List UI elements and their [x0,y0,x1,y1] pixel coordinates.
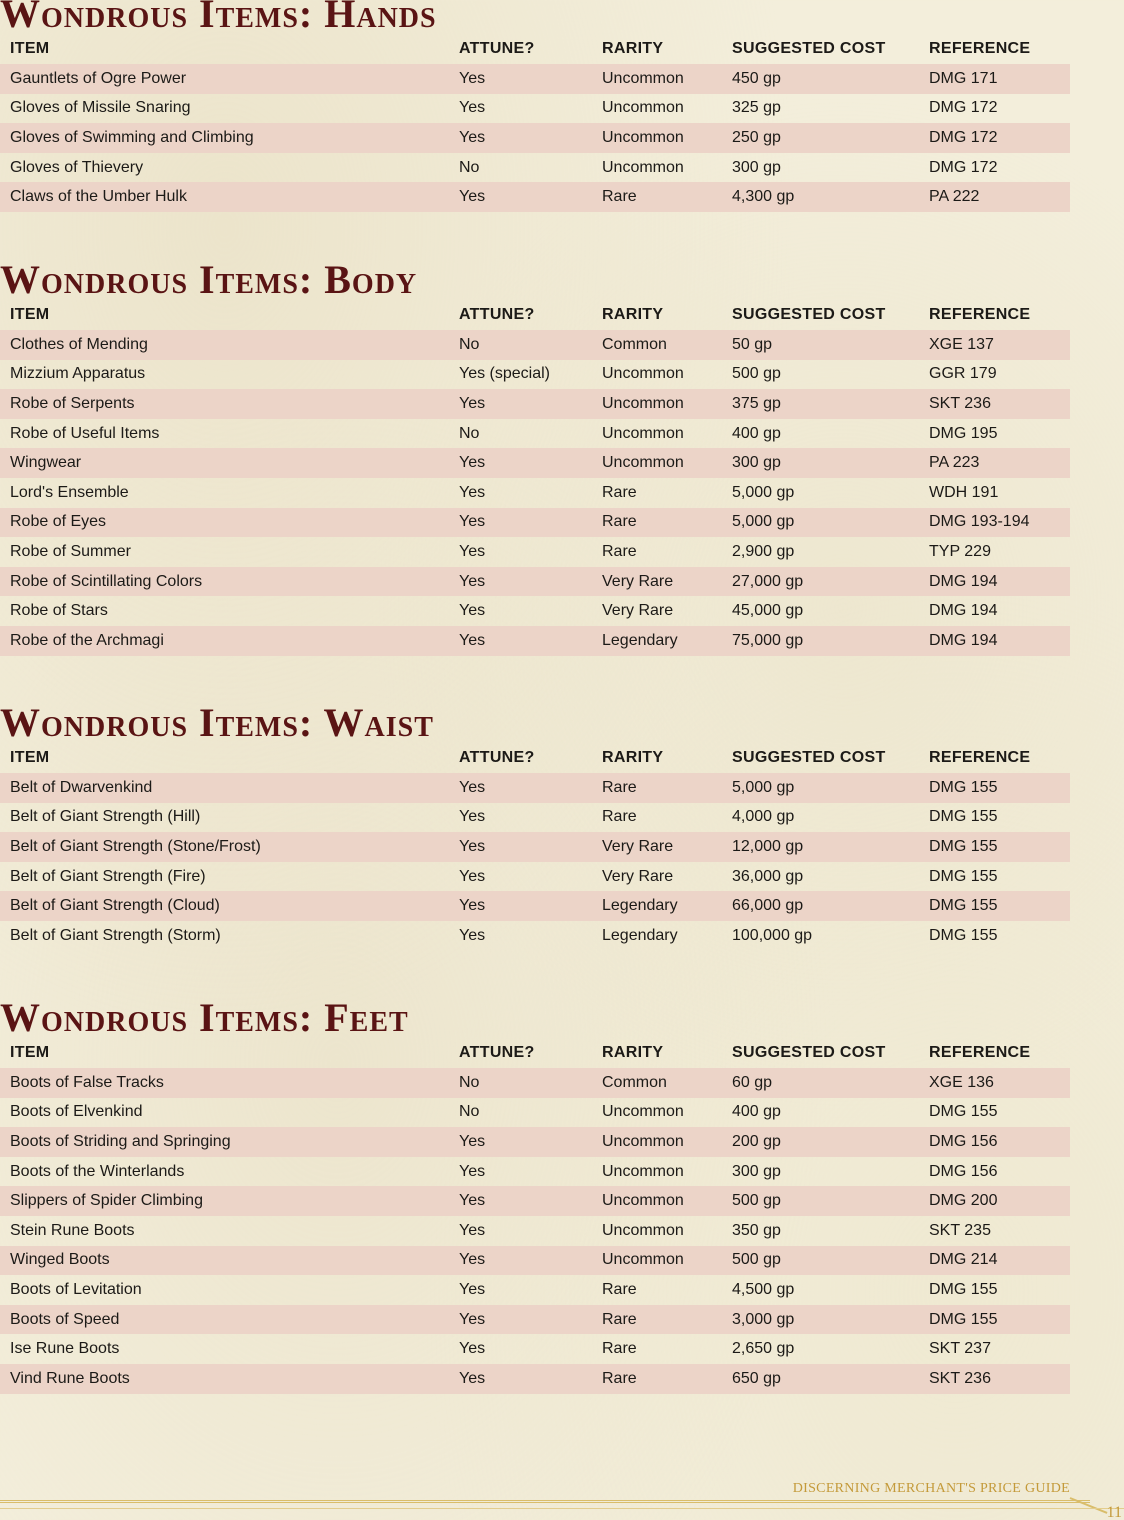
cell-attune: Yes [459,1162,486,1180]
cell-reference: DMG 155 [919,773,1070,803]
cell-item: Slippers of Spider Climbing [0,1186,449,1216]
cell-item: Lord's Ensemble [10,483,129,501]
footer-divider-thin [0,1508,1124,1509]
cell-item: Gloves of Thievery [10,158,144,176]
section-title: Wondrous Items: Body [0,257,418,302]
header-row [0,34,1070,64]
table-row [0,1246,1070,1276]
cell-attune: Yes [449,832,592,862]
table-row [0,1098,1070,1128]
cell-item: Belt of Giant Strength (Fire) [10,867,206,885]
cell-rarity: Uncommon [602,1221,684,1239]
cell-cost: 325 gp [732,99,781,117]
cell-attune: Yes [459,99,486,117]
table-row [0,64,1070,94]
cell-cost: 45,000 gp [732,602,804,620]
table-row [0,921,1070,951]
cell-attune: Yes [459,542,486,560]
cell-cost: 500 gp [722,1246,919,1276]
cell-attune: Yes [449,1364,592,1394]
cell-item: Gloves of Swimming and Climbing [0,123,449,153]
cell-reference: DMG 172 [929,158,998,176]
column-header-attune: ATTUNE? [459,1044,535,1061]
cell-item: Belt of Dwarvenkind [0,773,449,803]
page-number: 11 [1106,1504,1122,1520]
cell-rarity: Rare [592,1305,722,1335]
table-row [0,1305,1070,1335]
cell-rarity: Very Rare [602,602,674,620]
cell-cost: 27,000 gp [722,567,919,597]
cell-attune: Yes [449,1305,592,1335]
cell-reference: WDH 191 [929,483,999,501]
section-title: Wondrous Items: Feet [0,995,409,1040]
cell-attune: Yes [459,808,486,826]
cell-item: Belt of Giant Strength (Hill) [10,808,201,826]
cell-cost: 500 gp [732,365,781,383]
cell-attune: Yes [459,1340,486,1358]
cell-attune: Yes [449,1186,592,1216]
cell-reference: XGE 137 [919,330,1070,360]
cell-attune: Yes [459,483,486,501]
table-row [0,182,1070,212]
cell-cost: 300 gp [732,158,781,176]
cell-rarity: Legendary [592,626,722,656]
cell-reference: DMG 194 [929,602,998,620]
cell-rarity: Legendary [602,926,678,944]
cell-item: Boots of Elvenkind [10,1103,143,1121]
cell-attune: Yes [449,389,592,419]
cell-rarity: Rare [592,508,722,538]
cell-cost: 100,000 gp [732,926,813,944]
cell-cost: 375 gp [722,389,919,419]
cell-reference: DMG 155 [929,867,998,885]
cell-item: Boots of the Winterlands [10,1162,185,1180]
cell-rarity: Uncommon [602,158,684,176]
cell-attune: Yes [449,567,592,597]
cell-item: Robe of the Archmagi [0,626,449,656]
cell-rarity: Common [592,330,722,360]
cell-cost: 2,650 gp [732,1340,795,1358]
cell-cost: 5,000 gp [722,508,919,538]
cell-item: Ise Rune Boots [10,1340,120,1358]
cell-cost: 36,000 gp [732,867,804,885]
column-header-reference: REFERENCE [929,40,1031,57]
table-row [0,448,1070,478]
cell-rarity: Uncommon [592,123,722,153]
section-body [0,257,1070,656]
cell-item: Gauntlets of Ogre Power [0,64,449,94]
items-table [0,1038,1070,1394]
cell-attune: Yes [449,182,592,212]
cell-item: Clothes of Mending [0,330,449,360]
cell-item: Vind Rune Boots [0,1364,449,1394]
cell-reference: DMG 194 [919,626,1070,656]
column-header-item: ITEM [10,306,50,323]
cell-attune: Yes [449,891,592,921]
cell-cost: 400 gp [732,424,781,442]
section-title: Wondrous Items: Hands [0,0,437,36]
cell-reference: GGR 179 [929,365,997,383]
column-header-attune: ATTUNE? [459,306,535,323]
cell-item: Winged Boots [0,1246,449,1276]
cell-item: Claws of the Umber Hulk [0,182,449,212]
cell-reference: DMG 156 [929,1162,998,1180]
cell-attune: Yes [459,1221,486,1239]
table-row [0,773,1070,803]
table-row [0,330,1070,360]
cell-rarity: Uncommon [602,424,684,442]
cell-rarity: Common [592,1068,722,1098]
cell-rarity: Rare [592,182,722,212]
table-row [0,419,1070,449]
cell-cost: 2,900 gp [732,542,795,560]
cell-cost: 60 gp [722,1068,919,1098]
table-row [0,1216,1070,1246]
header-row [0,1038,1070,1068]
cell-rarity: Legendary [592,891,722,921]
cell-attune: Yes [449,626,592,656]
section-feet [0,995,1070,1394]
table-row [0,626,1070,656]
cell-cost: 5,000 gp [722,773,919,803]
cell-attune: No [449,330,592,360]
cell-attune: Yes [449,1127,592,1157]
cell-attune: Yes [449,448,592,478]
cell-item: Robe of Serpents [0,389,449,419]
table-row [0,803,1070,833]
cell-item: Belt of Giant Strength (Storm) [10,926,221,944]
cell-cost: 250 gp [722,123,919,153]
cell-rarity: Rare [602,808,637,826]
table-row [0,1364,1070,1394]
cell-cost: 50 gp [722,330,919,360]
table-row [0,123,1070,153]
table-row [0,389,1070,419]
column-header-cost: SUGGESTED COST [732,306,886,323]
table-row [0,478,1070,508]
table-row [0,1068,1070,1098]
cell-rarity: Rare [602,542,637,560]
table-row [0,94,1070,124]
table-row [0,1127,1070,1157]
cell-item: Belt of Giant Strength (Stone/Frost) [0,832,449,862]
table-row [0,596,1070,626]
cell-attune: Yes [449,508,592,538]
column-header-rarity: RARITY [602,1044,664,1061]
cell-item: Robe of Summer [10,542,131,560]
footer-title: DISCERNING MERCHANT'S PRICE GUIDE [792,1481,1070,1496]
cell-cost: 4,300 gp [722,182,919,212]
cell-reference: DMG 171 [919,64,1070,94]
cell-rarity: Rare [592,773,722,803]
cell-cost: 75,000 gp [722,626,919,656]
cell-cost: 4,500 gp [732,1280,795,1298]
cell-cost: 66,000 gp [722,891,919,921]
table-row [0,360,1070,390]
column-header-reference: REFERENCE [929,749,1031,766]
header-row [0,300,1070,330]
cell-item: Robe of Stars [10,602,108,620]
cell-reference: DMG 172 [919,123,1070,153]
cell-cost: 450 gp [722,64,919,94]
cell-rarity: Very Rare [592,832,722,862]
cell-item: Stein Rune Boots [10,1221,135,1239]
cell-item: Boots of Levitation [10,1280,142,1298]
table-row [0,862,1070,892]
cell-attune: Yes [449,1246,592,1276]
cell-reference: TYP 229 [929,542,991,560]
cell-attune: Yes [449,773,592,803]
cell-cost: 3,000 gp [722,1305,919,1335]
cell-attune: Yes [459,867,486,885]
footer-divider [0,1500,1090,1503]
cell-rarity: Rare [602,483,637,501]
cell-cost: 400 gp [732,1103,781,1121]
cell-rarity: Uncommon [602,99,684,117]
column-header-item: ITEM [10,1044,50,1061]
table-row [0,537,1070,567]
cell-attune: Yes [459,602,486,620]
column-header-rarity: RARITY [602,306,664,323]
cell-rarity: Uncommon [592,1246,722,1276]
table-row [0,1157,1070,1187]
cell-reference: PA 223 [919,448,1070,478]
cell-attune: Yes [459,1280,486,1298]
cell-rarity: Uncommon [602,1103,684,1121]
cell-rarity: Rare [592,1364,722,1394]
cell-attune: Yes (special) [459,365,551,383]
section-hands [0,0,1070,212]
items-table [0,34,1070,212]
cell-rarity: Uncommon [592,64,722,94]
cell-cost: 350 gp [732,1221,781,1239]
cell-reference: DMG 214 [919,1246,1070,1276]
column-header-item: ITEM [10,749,50,766]
cell-attune: No [459,424,480,442]
cell-reference: DMG 155 [919,891,1070,921]
column-header-reference: REFERENCE [929,306,1031,323]
cell-cost: 5,000 gp [732,483,795,501]
table-row [0,153,1070,183]
column-header-reference: REFERENCE [929,1044,1031,1061]
items-table [0,743,1070,951]
table-row [0,1186,1070,1216]
cell-reference: DMG 155 [929,926,998,944]
section-waist [0,700,1070,951]
cell-reference: DMG 156 [919,1127,1070,1157]
column-header-cost: SUGGESTED COST [732,749,886,766]
cell-item: Wingwear [0,448,449,478]
cell-item: Boots of False Tracks [0,1068,449,1098]
cell-cost: 300 gp [722,448,919,478]
cell-item: Robe of Eyes [0,508,449,538]
table-row [0,1275,1070,1305]
cell-reference: DMG 155 [929,1280,998,1298]
cell-rarity: Rare [602,1340,637,1358]
cell-attune: No [459,1103,480,1121]
items-table [0,300,1070,656]
column-header-cost: SUGGESTED COST [732,1044,886,1061]
cell-attune: Yes [459,926,486,944]
cell-reference: SKT 237 [929,1340,991,1358]
cell-reference: DMG 155 [919,1305,1070,1335]
cell-reference: DMG 172 [929,99,998,117]
cell-cost: 4,000 gp [732,808,795,826]
column-header-attune: ATTUNE? [459,749,535,766]
cell-rarity: Very Rare [602,867,674,885]
cell-rarity: Uncommon [592,448,722,478]
cell-item: Gloves of Missile Snaring [10,99,191,117]
cell-reference: SKT 235 [929,1221,991,1239]
column-header-item: ITEM [10,40,50,57]
cell-reference: PA 222 [919,182,1070,212]
cell-rarity: Uncommon [602,1162,684,1180]
cell-reference: DMG 155 [929,1103,998,1121]
cell-attune: No [449,1068,592,1098]
cell-cost: 12,000 gp [722,832,919,862]
cell-reference: SKT 236 [919,1364,1070,1394]
cell-item: Robe of Scintillating Colors [0,567,449,597]
table-row [0,891,1070,921]
cell-cost: 650 gp [722,1364,919,1394]
cell-cost: 300 gp [732,1162,781,1180]
column-header-cost: SUGGESTED COST [732,40,886,57]
cell-item: Mizzium Apparatus [10,365,146,383]
cell-reference: DMG 193-194 [919,508,1070,538]
cell-item: Boots of Speed [0,1305,449,1335]
cell-rarity: Uncommon [592,1186,722,1216]
table-row [0,567,1070,597]
cell-rarity: Uncommon [592,389,722,419]
column-header-rarity: RARITY [602,40,664,57]
cell-rarity: Rare [602,1280,637,1298]
cell-item: Belt of Giant Strength (Cloud) [0,891,449,921]
cell-item: Robe of Useful Items [10,424,160,442]
header-row [0,743,1070,773]
cell-item: Boots of Striding and Springing [0,1127,449,1157]
cell-reference: DMG 195 [929,424,998,442]
cell-rarity: Uncommon [592,1127,722,1157]
cell-reference: DMG 155 [919,832,1070,862]
table-row [0,1334,1070,1364]
cell-attune: No [459,158,480,176]
cell-reference: DMG 200 [919,1186,1070,1216]
table-row [0,832,1070,862]
cell-reference: XGE 136 [919,1068,1070,1098]
cell-attune: Yes [449,123,592,153]
table-row [0,508,1070,538]
cell-reference: DMG 194 [919,567,1070,597]
cell-rarity: Uncommon [602,365,684,383]
cell-cost: 500 gp [722,1186,919,1216]
cell-cost: 200 gp [722,1127,919,1157]
column-header-attune: ATTUNE? [459,40,535,57]
cell-reference: DMG 155 [929,808,998,826]
cell-attune: Yes [449,64,592,94]
column-header-rarity: RARITY [602,749,664,766]
cell-reference: SKT 236 [919,389,1070,419]
section-title: Wondrous Items: Waist [0,700,434,745]
cell-rarity: Very Rare [592,567,722,597]
